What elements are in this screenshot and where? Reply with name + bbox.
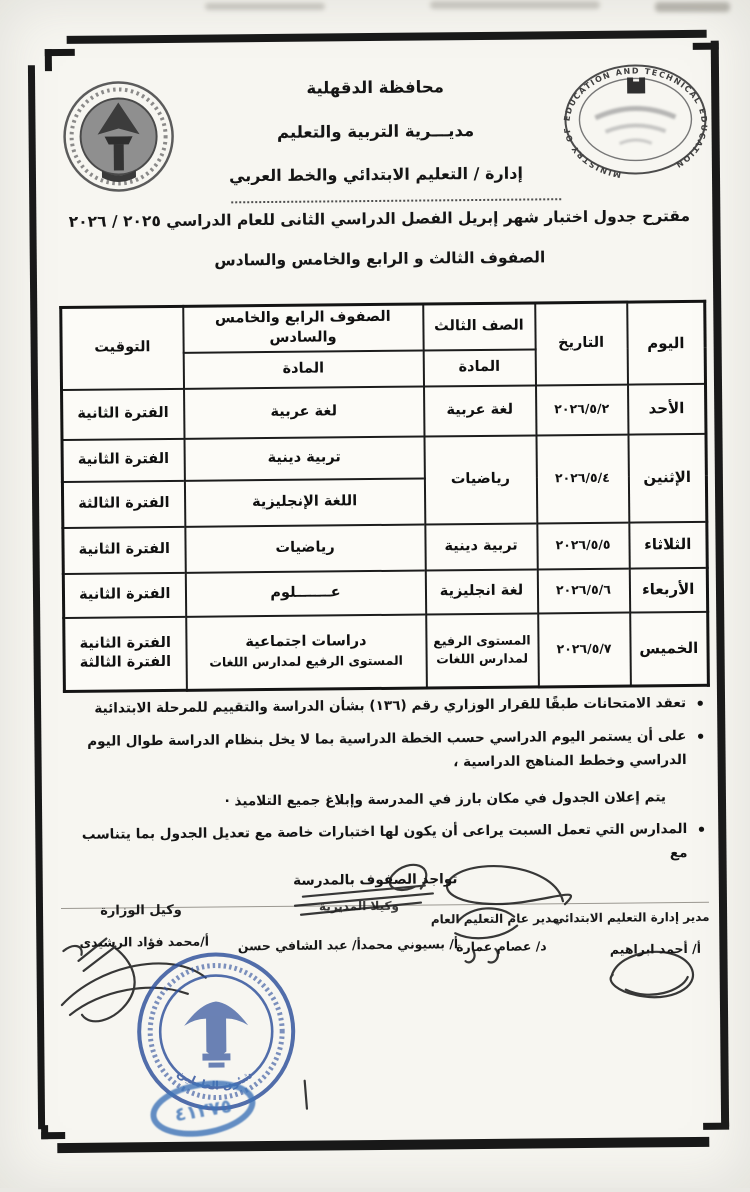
day-cell: الأحد [627,383,705,434]
bullet-icon: • [696,821,707,840]
header-timing: التوقيت [61,306,184,389]
header-subject-grade3: المادة [423,349,535,386]
grade3-subject-cell: لغة عربية [424,385,536,436]
header-date: التاريخ [535,302,628,385]
note-text: تعقد الامتحانات طبقًا للقرار الوزاري رقم (١٣٦) بشأن الدراسة والتقييم للمرحلة الابتدائية [94,695,687,717]
bullet-icon: • [695,727,706,746]
bullet-icon: • [695,694,706,713]
date-cell: ٢٠٢٦/٥/٤ [536,434,629,523]
sig-title-general-education: مدير عام التعليم العام [430,911,560,927]
timing-cell: الفترة الثانية [62,438,184,481]
note-text: يتم إعلان الجدول في مكان بارز في المدرسة وإبلاغ جميع التلاميذ · [224,788,667,810]
grades456-subject-cell: رياضيات [185,524,425,572]
stamp-number: ٤١٢٧٥ [172,1094,234,1127]
eagle-icon [184,1001,249,1068]
subject-line: دراسات اجتماعية [245,633,367,651]
grades456-subject-cell: اللغة الإنجليزية [184,478,424,526]
org-directorate: مديـــرية التربية والتعليم [276,121,475,142]
day-cell: الثلاثاء [629,521,707,568]
date-cell: ٢٠٢٦/٥/٢ [536,384,628,435]
grades456-subject-cell: لغة عربية [184,386,424,438]
timing-cell: الفترة الثالثة [62,480,184,527]
sig-name-deputy-b: أ/ بسيوني محمد [360,936,459,953]
note-text-line1: المدارس التي تعمل السبت يراعى أن يكون لها اختبارات خاصة مع تعديل الجدول بما يتناسب مع [81,821,688,862]
sig-title-ministry-deputy: وكيل الوزارة [100,902,182,919]
note-text-line2: تواجد الصفوف بالمدرسة [292,871,458,889]
grade3-subject-cell: رياضيات [424,435,537,524]
date-cell: ٢٠٢٦/٥/٥ [537,522,629,569]
note-text: على أن يستمر اليوم الدراسي حسب الخطة الدراسية بما لا يخل بنظام الدراسة طوال اليوم الدراسي وخطط المناهج الدراسية ، [87,728,687,771]
timing-cell: الفترة الثانية [62,388,184,439]
day-cell: الأربعاء [629,567,707,612]
date-cell: ٢٠٢٦/٥/٦ [537,568,629,613]
subject-line: المستوى الرفيع لمدارس اللغات [209,652,403,670]
grade3-subject-cell: لغة انجليزية [425,569,537,614]
timing-line: الفترة الثالثة [79,654,172,672]
sig-title-primary-admin: مدير إدارة التعليم الابتدائي [552,909,710,926]
sig-name-general-education: د/ عصام عمارة [456,938,547,955]
doc-title-line1: مقترح جدول اختبار شهر إبريل الفصل الدراسي الثانى للعام الدراسي ٢٠٢٥ / ٢٠٢٦ [68,206,691,231]
date-cell: ٢٠٢٦/٥/٧ [538,612,631,687]
stamp-bottom-text: شئون العاملين [174,1065,255,1093]
day-cell: الخميس [630,611,709,686]
org-governorate: محافظة الدقهلية [306,77,444,98]
grade3-subject-cell: المستوى الرفيع لمدارس اللغات [426,613,539,688]
header-grades456: الصفوف الرابع والخامس والسادس [183,304,423,352]
grades456-subject-cell: تربية دينية [184,436,424,480]
grade3-subject-cell: تربية دينية [425,523,537,570]
timing-cell: الفترة الثانية [63,572,185,617]
sig-name-deputy-a: أ/ عبد الشافي حسن [237,937,361,954]
doc-title-line2: الصفوف الثالث و الرابع والخامس والسادس [214,248,546,270]
org-administration: إدارة / التعليم الابتدائي والخط العربي [228,163,523,186]
sig-name-primary-admin: أ/ أحمد ابراهيم [609,940,702,957]
sig-title-directorate-deputies: وكيلا المديرية [318,898,400,914]
timing-line: الفترة الثانية [79,634,171,652]
ministry-rim-text: MINISTRY OF EDUCATION AND TECHNICAL EDUCATION [562,66,709,180]
day-cell: الإثنين [628,433,707,522]
header-day: اليوم [627,301,706,384]
timing-cell: الفترة الثانية [63,526,185,573]
grades456-subject-cell: عـــــــلوم [185,570,425,616]
sig-name-ministry-deputy: أ/محمد فؤاد الرشيدى [79,933,210,950]
header-subject-grades456: المادة [183,350,423,388]
header-grade3: الصف الثالث [423,303,535,350]
